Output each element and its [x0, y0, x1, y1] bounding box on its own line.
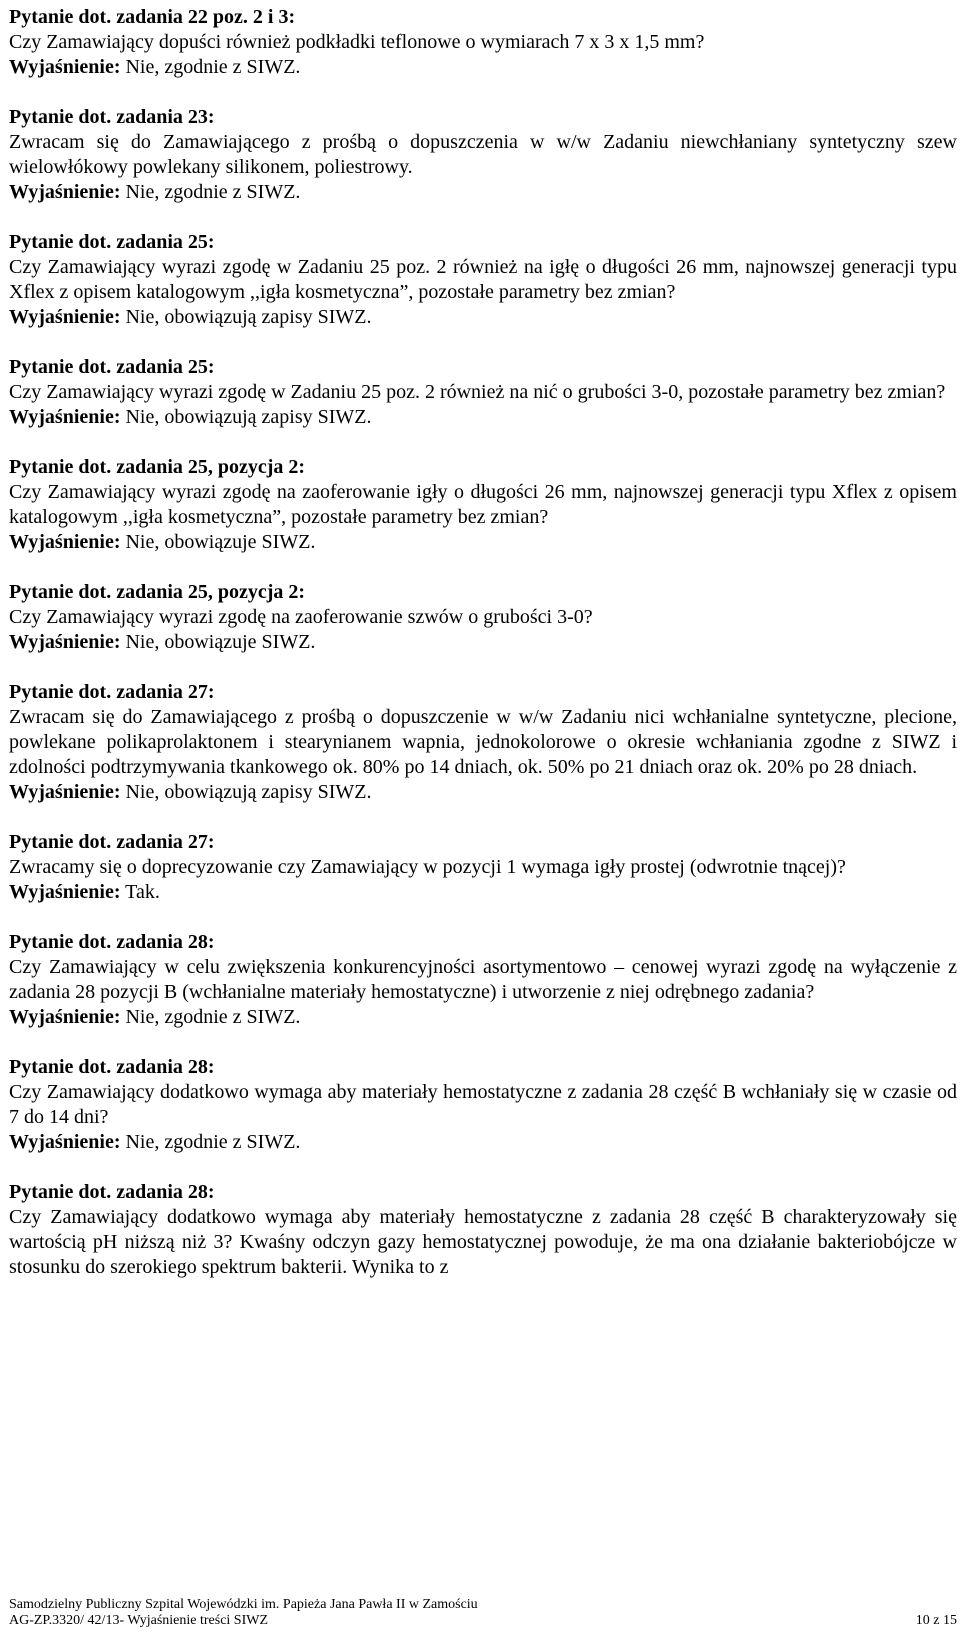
answer: [9, 1005, 957, 1030]
qa-item: [9, 580, 957, 655]
answer-label: Wyjaśnienie:: [9, 881, 121, 903]
answer-label: Wyjaśnienie:: [9, 631, 121, 653]
answer-text: Nie, obowiązują zapisy SIWZ.: [120, 306, 372, 328]
footer-reference: AG-ZP.3320/ 42/13- Wyjaśnienie treści SIWZ: [9, 1613, 269, 1628]
footer-institution: Samodzielny Publiczny Szpital Wojewódzki im. Papieża Jana Pawła II w Zamościu: [9, 1597, 478, 1612]
answer-label: Wyjaśnienie:: [9, 781, 121, 803]
question-heading: Pytanie dot. zadania 27:: [9, 681, 215, 703]
answer-text: Nie, obowiązuje SIWZ.: [120, 531, 316, 553]
page-number: 10 z 15: [915, 1613, 957, 1628]
qa-item: [9, 105, 957, 205]
question-text: Zwracam się do Zamawiającego z prośbą o dopuszczenia w w/w Zadaniu niewchłaniany syntetyczny szew wielowłókowy powlekany silikonem, poliestrowy.: [9, 131, 957, 178]
answer-text: Nie, zgodnie z SIWZ.: [120, 1006, 301, 1028]
qa-item: [9, 455, 957, 555]
question-heading: Pytanie dot. zadania 25:: [9, 356, 215, 378]
answer-label: Wyjaśnienie:: [9, 406, 121, 428]
question-text: Czy Zamawiający wyrazi zgodę w Zadaniu 25 poz. 2 również na igłę o długości 26 mm, najnowszej generacji typu Xflex z opisem katalogowym ,,igła kosmetyczna”, pozostałe parametry bez zmian?: [9, 256, 957, 303]
qa-item: [9, 680, 957, 805]
answer-text: Nie, zgodnie z SIWZ.: [120, 56, 301, 78]
answer-label: Wyjaśnienie:: [9, 56, 121, 78]
answer-text: Nie, zgodnie z SIWZ.: [120, 181, 301, 203]
answer-label: Wyjaśnienie:: [9, 181, 121, 203]
question-text: Czy Zamawiający wyrazi zgodę na zaoferowanie igły o długości 26 mm, najnowszej generacji typu Xflex z opisem katalogowym ,,igła kosmetyczna”, pozostałe parametry bez zmian?: [9, 481, 957, 528]
qa-item: [9, 830, 957, 905]
answer-label: Wyjaśnienie:: [9, 306, 121, 328]
qa-item-continued: [9, 1180, 957, 1280]
question-text: Czy Zamawiający w celu zwiększenia konkurencyjności asortymentowo – cenowej wyrazi zgodę na wyłączenie z zadania 28 pozycji B (wchłanialne materiały hemostatyczne) i utworzenie z niej odrębnego zadania?: [9, 956, 957, 1003]
question-heading: Pytanie dot. zadania 25, pozycja 2:: [9, 581, 306, 603]
question-text: Zwracamy się o doprecyzowanie czy Zamawiający w pozycji 1 wymaga igły prostej (odwrotnie tnącej)?: [9, 856, 846, 878]
answer: [9, 305, 957, 330]
page-footer: [9, 1597, 957, 1629]
question-text: Czy Zamawiający wyrazi zgodę w Zadaniu 25 poz. 2 również na nić o grubości 3-0, pozostałe parametry bez zmian?: [9, 381, 946, 403]
footer-row: [9, 1613, 957, 1629]
qa-item: [9, 355, 957, 430]
answer: [9, 180, 957, 205]
question-text: Czy Zamawiający dopuści również podkładki teflonowe o wymiarach 7 x 3 x 1,5 mm?: [9, 31, 705, 53]
answer: [9, 780, 957, 805]
question-heading: Pytanie dot. zadania 28:: [9, 931, 215, 953]
question-text: Czy Zamawiający dodatkowo wymaga aby materiały hemostatyczne z zadania 28 część B charakteryzowały się wartością pH niższą niż 3? Kwaśny odczyn gazy hemostatycznej powoduje, że ma ona działanie bakteriobójcze w stosunku do szerokiego spektrum bakterii. Wynika to z: [9, 1206, 957, 1278]
question-text: Czy Zamawiający dodatkowo wymaga aby materiały hemostatyczne z zadania 28 część B wchłaniały się w czasie od 7 do 14 dni?: [9, 1081, 957, 1128]
answer-label: Wyjaśnienie:: [9, 1006, 121, 1028]
question-heading: Pytanie dot. zadania 27:: [9, 831, 215, 853]
answer: [9, 630, 957, 655]
question-text: Czy Zamawiający wyrazi zgodę na zaoferowanie szwów o grubości 3-0?: [9, 606, 593, 628]
answer: [9, 880, 957, 905]
answer: [9, 55, 957, 80]
answer-text: Tak.: [120, 881, 160, 903]
answer-label: Wyjaśnienie:: [9, 531, 121, 553]
qa-item: [9, 930, 957, 1030]
answer-label: Wyjaśnienie:: [9, 1131, 121, 1153]
question-heading: Pytanie dot. zadania 25, pozycja 2:: [9, 456, 306, 478]
answer-text: Nie, obowiązują zapisy SIWZ.: [120, 406, 372, 428]
answer-text: Nie, zgodnie z SIWZ.: [120, 1131, 301, 1153]
answer: [9, 530, 957, 555]
question-heading: Pytanie dot. zadania 28:: [9, 1056, 215, 1078]
question-heading: Pytanie dot. zadania 23:: [9, 106, 215, 128]
question-heading: Pytanie dot. zadania 22 poz. 2 i 3:: [9, 6, 296, 28]
qa-item: [9, 230, 957, 330]
question-heading: Pytanie dot. zadania 25:: [9, 231, 215, 253]
document-body: [9, 5, 957, 1305]
answer-text: Nie, obowiązują zapisy SIWZ.: [120, 781, 372, 803]
question-text: Zwracam się do Zamawiającego z prośbą o dopuszczenie w w/w Zadaniu nici wchłanialne syntetyczne, plecione, powlekane polikaprolaktonem i stearynianem wapnia, jednokolorowe o okresie wchłaniania zgodne z SIWZ i zdolności podtrzymywania tkankowego ok. 80% po 14 dniach, ok. 50% po 21 dniach oraz ok. 20% po 28 dniach.: [9, 706, 957, 778]
question-heading: Pytanie dot. zadania 28:: [9, 1181, 215, 1203]
answer: [9, 405, 957, 430]
answer: [9, 1130, 957, 1155]
qa-item: [9, 1055, 957, 1155]
answer-text: Nie, obowiązuje SIWZ.: [120, 631, 316, 653]
qa-item: [9, 5, 957, 80]
